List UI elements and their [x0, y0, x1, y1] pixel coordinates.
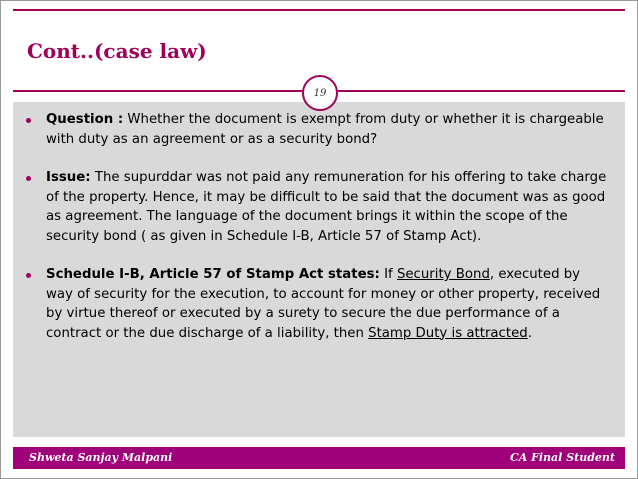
- bullet-question: [23, 110, 611, 149]
- bullet-dot-icon: [26, 118, 31, 123]
- bullet-lead: Issue:: [46, 170, 91, 185]
- page-number-badge: 19: [302, 75, 338, 111]
- bullet-list: [13, 102, 625, 343]
- bullet-lead: Schedule I-B, Article 57 of Stamp Act states:: [46, 267, 380, 282]
- bullet-text: The supurddar was not paid any remuneration for his offering to take charge of the property. Hence, it may be difficult to be said that the document was as good as agreement. The language of the document brings it within the scope of the security bond ( as given in Schedule I-B, Article 57 of Stamp Act).: [46, 170, 607, 244]
- bullet-dot-icon: [26, 273, 31, 278]
- security-bond-link: Security Bond: [396, 267, 490, 282]
- footer-bar: [13, 447, 625, 469]
- bullet-schedule: [23, 265, 611, 343]
- bullet-lead: Question :: [46, 112, 124, 127]
- bullet-text: .: [527, 325, 532, 341]
- bullet-dot-icon: [26, 176, 31, 181]
- bullet-text: If: [379, 267, 397, 282]
- content-panel: [13, 102, 625, 437]
- top-divider: [13, 9, 625, 11]
- stamp-duty-link: Stamp Duty is attracted: [368, 325, 528, 341]
- bullet-text: Whether the document is exempt from duty or whether it is chargeable with duty as an agreement or as a security bond?: [46, 112, 604, 147]
- bullet-issue: [23, 168, 611, 246]
- slide-title: Cont..(case law): [27, 39, 207, 63]
- footer-author: Shweta Sanjay Malpani: [29, 451, 173, 464]
- footer-role: CA Final Student: [509, 451, 615, 464]
- bullet-text: , executed by way of security for the execution, to account for money or other property, received by virtue thereof or executed by a surety to secure the due performance of a contract or the due discharge of a liability, then: [46, 267, 601, 341]
